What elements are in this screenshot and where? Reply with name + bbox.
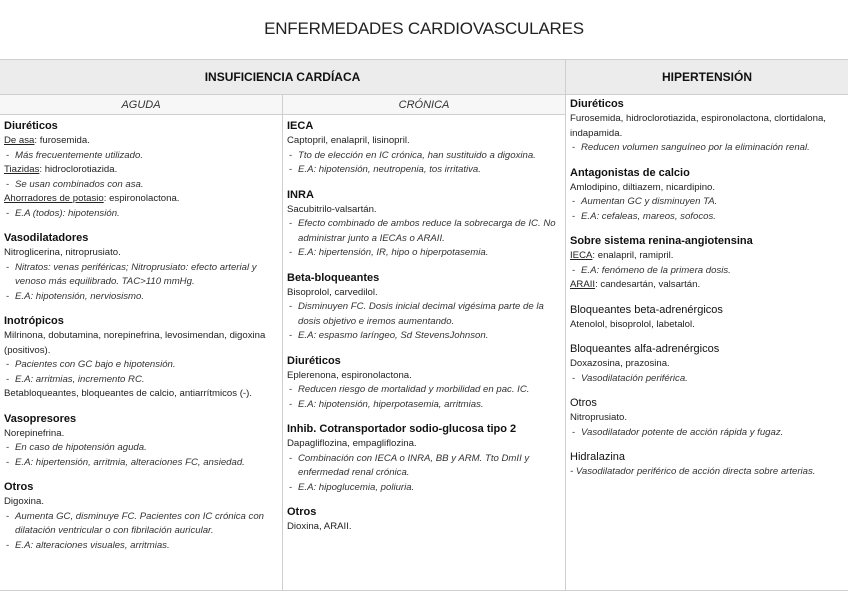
drugs: Norepinefrina. [4, 427, 65, 439]
note: - Aumenta GC, disminuye FC. Pacientes con IC crónica con dilatación ventricular o con fibrilación auricular. [4, 510, 280, 539]
section-diureticos-hta [570, 97, 842, 156]
section-vasodilatadores [4, 231, 280, 304]
section-title: Vasopresores [4, 412, 77, 425]
section-otros-hta [570, 396, 842, 440]
note: - E.A: fenómeno de la primera dosis. [570, 264, 842, 279]
section-title: Antagonistas de calcio [570, 166, 690, 179]
note: - Vasodilatador potente de acción rápida y fugaz. [570, 426, 842, 441]
section-title: Hidralazina [570, 451, 626, 463]
text-asa: : furosemida. [34, 135, 90, 146]
label-tiazidas: Tiazidas [4, 164, 40, 175]
note: - E.A: arritmias, incremento RC. [4, 373, 280, 388]
note: - E.A: hipoglucemia, poliuria. [287, 481, 561, 496]
text-ieca: : enalapril, ramipril. [592, 250, 674, 261]
section-title: Otros [4, 481, 34, 493]
note: - E.A: hipotensión, nerviosismo. [4, 290, 280, 305]
drugs: Digoxina. [4, 496, 44, 507]
section-title: Bloqueantes beta-adrenérgicos [570, 303, 723, 316]
drugs: Dioxina, ARAII. [287, 521, 352, 532]
note: - Vasodilatador periférico de acción directa sobre arterias. [570, 466, 816, 477]
divider [282, 94, 283, 591]
divider [0, 590, 848, 591]
drugs: Amlodipino, diltiazem, nicardipino. [570, 181, 716, 193]
section-title: INRA [287, 188, 314, 201]
drugs: Sacubitrilo-valsartán. [287, 203, 377, 215]
drugs: Nitroprusiato. [570, 412, 628, 423]
column-aguda [4, 119, 280, 563]
note: - E.A: hipertensión, arritmia, alteraciones FC, ansiedad. [4, 456, 280, 471]
drugs: Doxazosina, prazosina. [570, 358, 670, 369]
label-asa: De asa [4, 135, 35, 146]
section-renina-angiotensina [570, 234, 842, 293]
note: - Disminuyen FC. Dosis inicial decimal vigésima parte de la dosis objetivo e iremos aumentando. [287, 300, 561, 329]
section-otros-cronica [287, 505, 561, 535]
header-hipertension: HIPERTENSIÓN [566, 60, 848, 94]
section-hidralazina [570, 450, 842, 480]
label-ahorradores: Ahorradores de potasio [4, 193, 104, 204]
note: - Nitratos: venas periféricas; Nitroprusiato: efecto arterial y venoso más equilibrado. TAC>110 mmHg. [4, 261, 280, 290]
label-araii: ARAII [570, 279, 596, 290]
section-title: Bloqueantes alfa-adrenérgicos [570, 343, 720, 355]
note: - Efecto combinado de ambos reduce la sobrecarga de IC. No administrar junto a IECAs o ARAII. [287, 217, 561, 246]
note: - Aumentan GC y disminuyen TA. [570, 195, 842, 210]
note: - Tto de elección en IC crónica, han sustituido a digoxina. [287, 149, 561, 164]
section-title: Otros [287, 506, 317, 518]
header-insuficiencia: INSUFICIENCIA CARDÍACA [0, 60, 565, 94]
section-title: Vasodilatadores [4, 232, 89, 244]
text-araii: : candesartán, valsartán. [595, 279, 701, 290]
note: - Combinación con IECA o INRA, BB y ARM. Tto DmII y enfermedad renal crónica. [287, 452, 561, 481]
note: - E.A (todos): hipotensión. [4, 207, 280, 222]
note: - E.A: hipotensión, neutropenia, tos irritativa. [287, 163, 561, 178]
note: - E.A: hipertensión, IR, hipo o hiperpotasemia. [287, 246, 561, 261]
note: - En caso de hipotensión aguda. [4, 441, 280, 456]
divider [565, 59, 566, 591]
page-title: ENFERMEDADES CARDIOVASCULARES [264, 19, 584, 38]
section-title: Inotrópicos [4, 315, 64, 327]
drugs: Atenolol, bisoprolol, labetalol. [570, 318, 695, 330]
drugs: Milrinona, dobutamina, norepinefrina, levosimendan, digoxina (positivos). [4, 330, 266, 356]
section-inra [287, 188, 561, 261]
column-cronica [287, 119, 561, 545]
note: - Reducen riesgo de mortalidad y morbilidad en pac. IC. [287, 383, 561, 398]
section-title: Diuréticos [4, 120, 58, 132]
text-tiazidas: : hidroclorotiazida. [39, 164, 118, 175]
section-title: Beta-bloqueantes [287, 271, 380, 284]
column-hipertension [570, 97, 842, 490]
note: - Pacientes con GC bajo e hipotensión. [4, 358, 280, 373]
section-beta-bloqueantes [287, 271, 561, 344]
text-ahorradores: : espironolactona. [103, 193, 180, 204]
section-sglt2 [287, 422, 561, 495]
note: - E.A: espasmo laríngeo, Sd StevensJohnson. [287, 329, 561, 344]
section-title: Diuréticos [570, 98, 624, 110]
subheader-aguda: AGUDA [0, 95, 282, 114]
section-ieca [287, 119, 561, 178]
section-title: Inhib. Cotransportador sodio-glucosa tipo 2 [287, 423, 517, 435]
section-title: Diuréticos [287, 354, 341, 367]
drugs: Eplerenona, espironolactona. [287, 369, 412, 381]
note: - E.A: cefaleas, mareos, sofocos. [570, 210, 842, 225]
section-diureticos [4, 119, 280, 221]
section-title: Sobre sistema renina-angiotensina [570, 235, 753, 247]
drugs: Dapagliflozina, empagliflozina. [287, 438, 417, 449]
note: - Reducen volumen sanguíneo por la eliminación renal. [570, 141, 842, 156]
note: - Vasodilatación periférica. [570, 372, 842, 387]
section-diureticos-cronica [287, 354, 561, 413]
drugs: Bisoprolol, carvedilol. [287, 286, 378, 298]
label-ieca: IECA [570, 250, 593, 261]
section-antagonistas-calcio [570, 166, 842, 225]
note: - Más frecuentemente utilizado. [4, 149, 280, 164]
section-title: Otros [570, 397, 597, 409]
drugs: Nitroglicerina, nitroprusiato. [4, 247, 121, 258]
subheader-cronica: CRÓNICA [283, 95, 565, 114]
drugs: Captopril, enalapril, lisinopril. [287, 135, 410, 146]
section-title: IECA [287, 120, 314, 132]
note: - E.A: alteraciones visuales, arritmias. [4, 539, 280, 554]
section-alfa-adrenergicos [570, 342, 842, 386]
drugs: Furosemida, hidroclorotiazida, espironolactona, clortidalona, indapamida. [570, 113, 826, 139]
drugs-negative: Betabloqueantes, bloqueantes de calcio, antiarrítmicos (-). [4, 388, 252, 399]
note: - Se usan combinados con asa. [4, 178, 280, 193]
note: - E.A: hipotensión, hiperpotasemia, arritmias. [287, 398, 561, 413]
section-inotropicos [4, 314, 280, 402]
section-otros [4, 480, 280, 553]
section-beta-adrenergicos [570, 303, 842, 333]
section-vasopresores [4, 412, 280, 471]
